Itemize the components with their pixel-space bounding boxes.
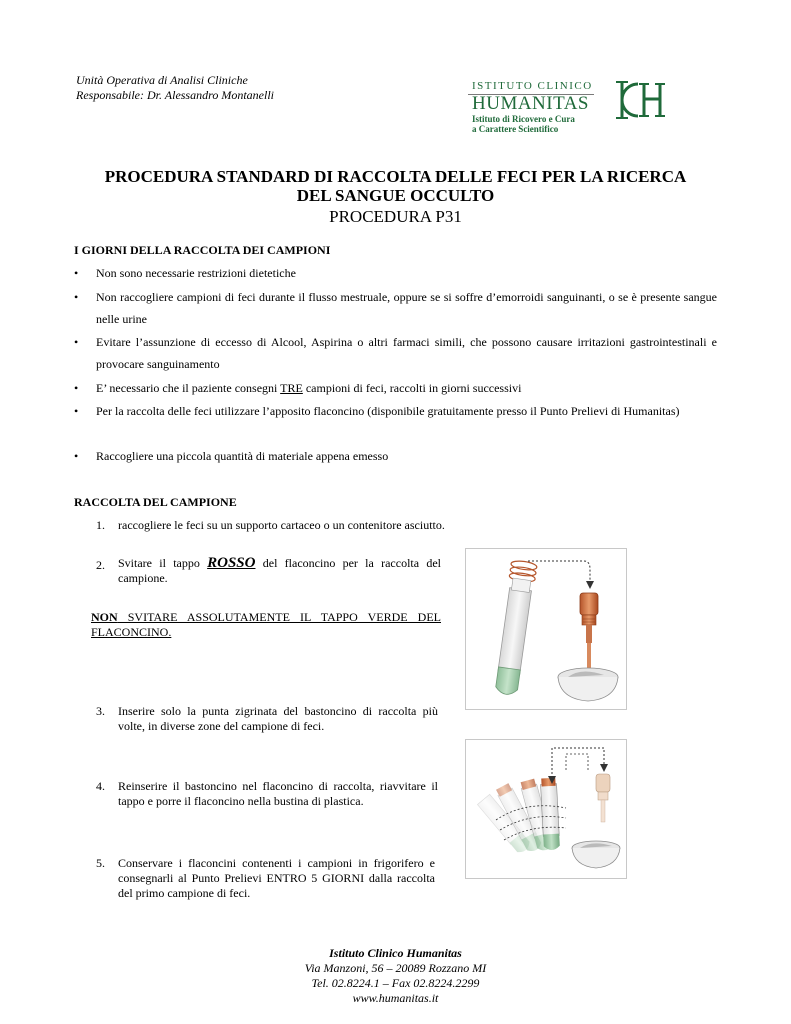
step-number: 1. bbox=[96, 518, 105, 532]
footer-phone: Tel. 02.8224.1 – Fax 02.8224.2299 bbox=[311, 976, 480, 990]
bullet-icon: • bbox=[74, 335, 79, 349]
three-emphasis: TRE bbox=[280, 381, 303, 395]
title-line1: PROCEDURA STANDARD DI RACCOLTA DELLE FECI PER LA RICERCA bbox=[104, 167, 687, 186]
bullet-icon: • bbox=[74, 404, 79, 418]
step-2-post: del flaconcino per la raccolta del campione. bbox=[118, 556, 441, 585]
step-1-text: raccogliere le feci su un supporto cartaceo o un contenitore asciutto. bbox=[118, 518, 445, 532]
logo-line2: HUMANITAS bbox=[472, 93, 589, 114]
ich-monogram-icon bbox=[608, 78, 670, 122]
footer-address: Via Manzoni, 56 – 20089 Rozzano MI bbox=[304, 961, 487, 975]
bullet-item-1: Non sono necessarie restrizioni dietetiche bbox=[96, 266, 296, 280]
step-number: 2. bbox=[96, 558, 105, 572]
unit-name: Unità Operativa di Analisi Cliniche bbox=[76, 73, 248, 87]
bullet-icon: • bbox=[74, 449, 79, 463]
bullet-item-3: Evitare l’assunzione di eccesso di Alcool, Aspirina o altri farmaci simili, che possono causare irritazioni gastrointestinali e provocare sanguinamento bbox=[96, 335, 717, 371]
section1-heading: I GIORNI DELLA RACCOLTA DEI CAMPIONI bbox=[74, 243, 331, 257]
rosso-emphasis: ROSSO bbox=[207, 555, 256, 571]
step-4-text: Reinserire il bastoncino nel flaconcino di raccolta, riavvitare il tappo e porre il flaconcino nella bustina di plastica. bbox=[118, 779, 438, 808]
warning-emphasis: NON bbox=[91, 610, 118, 624]
logo-line1: ISTITUTO CLINICO bbox=[472, 80, 593, 92]
step-number: 5. bbox=[96, 856, 105, 870]
footer-website[interactable]: www.humanitas.it bbox=[352, 991, 439, 1005]
sampling-drawing-icon bbox=[466, 740, 626, 878]
step-number: 3. bbox=[96, 704, 105, 718]
tube-unscrew-illustration bbox=[465, 548, 627, 710]
bullet-icon: • bbox=[74, 381, 79, 395]
bullet-item-2: Non raccogliere campioni di feci durante il flusso mestruale, oppure se si soffre d’emorroidi sanguinanti, o se è presente sangue nelle urine bbox=[96, 290, 717, 326]
step-5-text: Conservare i flaconcini contenenti i campioni in frigorifero e consegnarli al Punto Prelievi ENTRO 5 GIORNI dalla raccolta del primo campione di feci. bbox=[118, 856, 435, 900]
procedure-code: PROCEDURA P31 bbox=[329, 207, 462, 226]
section2-heading: RACCOLTA DEL CAMPIONE bbox=[74, 495, 237, 509]
bullet-item-5: Per la raccolta delle feci utilizzare l’apposito flaconcino (disponibile gratuitamente presso il Punto Prelievi di Humanitas) bbox=[96, 404, 680, 418]
step-2-text bbox=[118, 556, 441, 586]
bullet-icon: • bbox=[74, 290, 79, 304]
bullet-item-4-pre: E’ necessario che il paziente consegni bbox=[96, 381, 281, 395]
logo-line4: a Carattere Scientifico bbox=[472, 124, 559, 134]
responsible-name: Responsabile: Dr. Alessandro Montanelli bbox=[76, 88, 274, 102]
title-line2: DEL SANGUE OCCULTO bbox=[296, 186, 495, 205]
bullet-item-4-post: campioni di feci, raccolti in giorni successivi bbox=[302, 381, 522, 395]
step-number: 4. bbox=[96, 779, 105, 793]
footer-institution: Istituto Clinico Humanitas bbox=[329, 946, 462, 960]
step-2-pre: Svitare il tappo bbox=[118, 556, 208, 570]
bullet-icon: • bbox=[74, 266, 79, 280]
bullet-item-4 bbox=[96, 381, 717, 396]
bullet-item-6: Raccogliere una piccola quantità di materiale appena emesso bbox=[96, 449, 389, 463]
warning-rest: SVITARE ASSOLUTAMENTE IL TAPPO VERDE DEL FLACONCINO. bbox=[91, 610, 441, 639]
step-3-text: Inserire solo la punta zigrinata del bastoncino di raccolta più volte, in diverse zone del campione di feci. bbox=[118, 704, 438, 733]
sampling-stick-illustration bbox=[465, 739, 627, 879]
logo-line3: Istituto di Ricovero e Cura bbox=[472, 114, 575, 124]
warning-text bbox=[91, 610, 441, 640]
tube-drawing-icon bbox=[466, 549, 626, 709]
humanitas-logo bbox=[466, 76, 676, 140]
